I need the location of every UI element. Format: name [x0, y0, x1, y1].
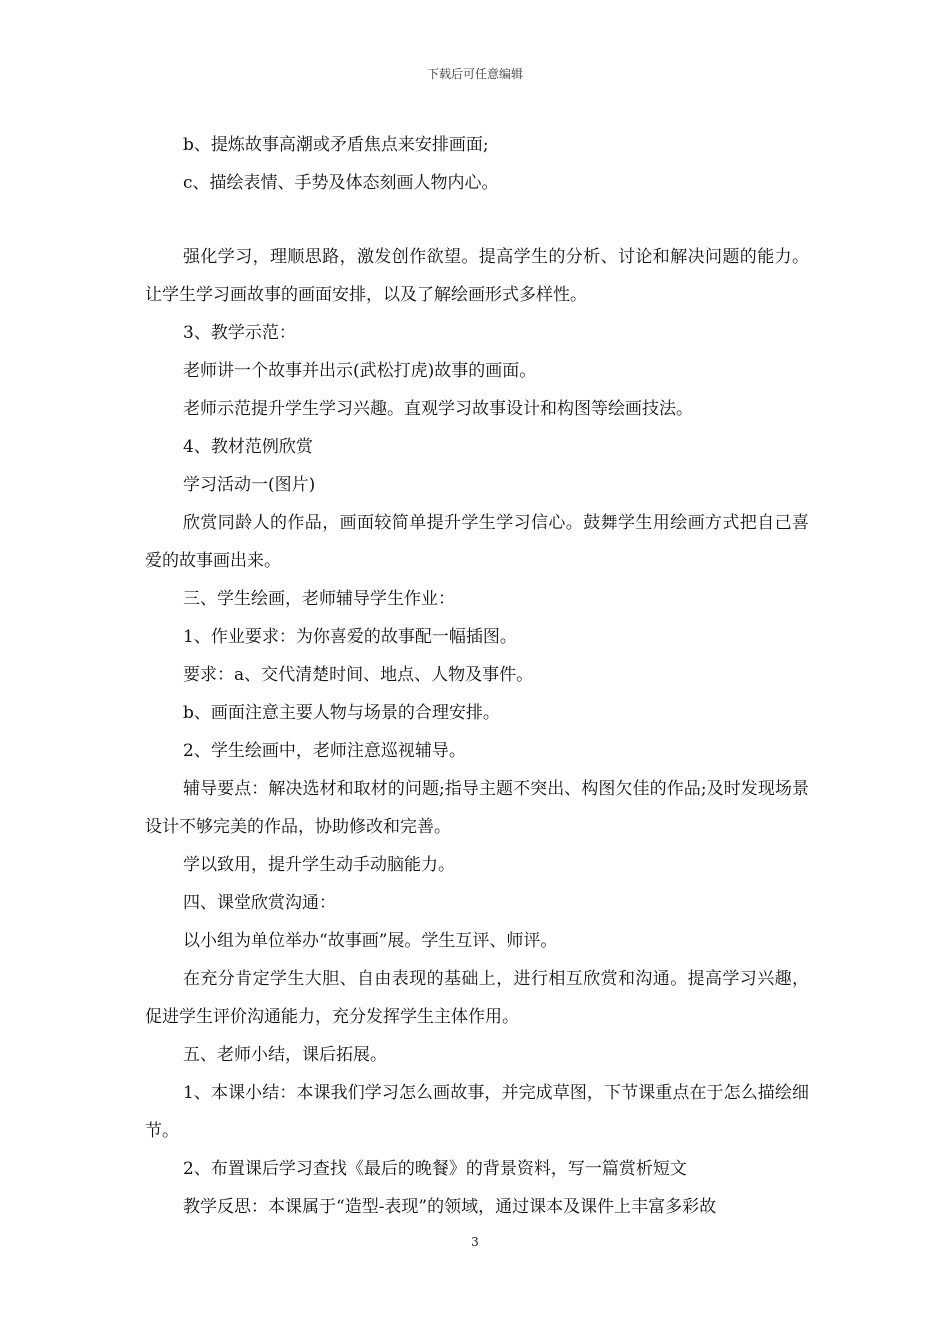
paragraph: 学习活动一(图片): [183, 475, 316, 495]
paragraph: 强化学习，理顺思路，激发创作欲望。提高学生的分析、讨论和解决问题的能力。让学生学习画故事的画面安排，以及了解绘画形式多样性。: [145, 247, 809, 305]
paragraph-spacer: [145, 202, 809, 238]
paragraph: c、描绘表情、手势及体态刻画人物内心。: [183, 173, 499, 193]
paragraph: 老师示范提升学生学习兴趣。直观学习故事设计和构图等绘画技法。: [183, 399, 693, 419]
paragraph: 要求：a、交代清楚时间、地点、人物及事件。: [183, 665, 534, 685]
paragraph: 以小组为单位举办“故事画”展。学生互评、师评。: [183, 931, 558, 951]
paragraph: 学以致用，提升学生动手动脑能力。: [183, 855, 455, 875]
paragraph: b、提炼故事高潮或矛盾焦点来安排画面;: [183, 135, 489, 155]
paragraph: 欣赏同龄人的作品，画面较简单提升学生学习信心。鼓舞学生用绘画方式把自己喜爱的故事画出来。: [145, 513, 809, 571]
page-number: 3: [471, 1235, 479, 1249]
paragraph: 4、教材范例欣赏: [183, 437, 313, 457]
paragraph: 2、学生绘画中，老师注意巡视辅导。: [183, 741, 466, 761]
paragraph: 在充分肯定学生大胆、自由表现的基础上，进行相互欣赏和沟通。提高学习兴趣，促进学生评价沟通能力，充分发挥学生主体作用。: [145, 969, 809, 1027]
section-heading: 三、学生绘画，老师辅导学生作业：: [183, 589, 455, 609]
paragraph: 2、布置课后学习查找《最后的晚餐》的背景资料，写一篇赏析短文: [183, 1159, 687, 1179]
paragraph: 1、本课小结：本课我们学习怎么画故事，并完成草图，下节课重点在于怎么描绘细节。: [145, 1083, 809, 1141]
paragraph: 辅导要点：解决选材和取材的问题;指导主题不突出、构图欠佳的作品;及时发现场景设计不够完美的作品，协助修改和完善。: [145, 779, 809, 837]
paragraph: 1、作业要求：为你喜爱的故事配一幅插图。: [183, 627, 517, 647]
section-heading: 五、老师小结，课后拓展。: [183, 1045, 387, 1065]
paragraph: 3、教学示范：: [183, 323, 296, 343]
page-header: 下载后可任意编辑: [426, 67, 523, 81]
paragraph: 老师讲一个故事并出示(武松打虎)故事的画面。: [183, 361, 537, 381]
paragraph: 教学反思：本课属于“造型-表现”的领域，通过课本及课件上丰富多彩故: [183, 1197, 717, 1217]
section-heading: 四、课堂欣赏沟通：: [183, 893, 336, 913]
paragraph: b、画面注意主要人物与场景的合理安排。: [183, 703, 500, 723]
document-body: [145, 126, 809, 1226]
